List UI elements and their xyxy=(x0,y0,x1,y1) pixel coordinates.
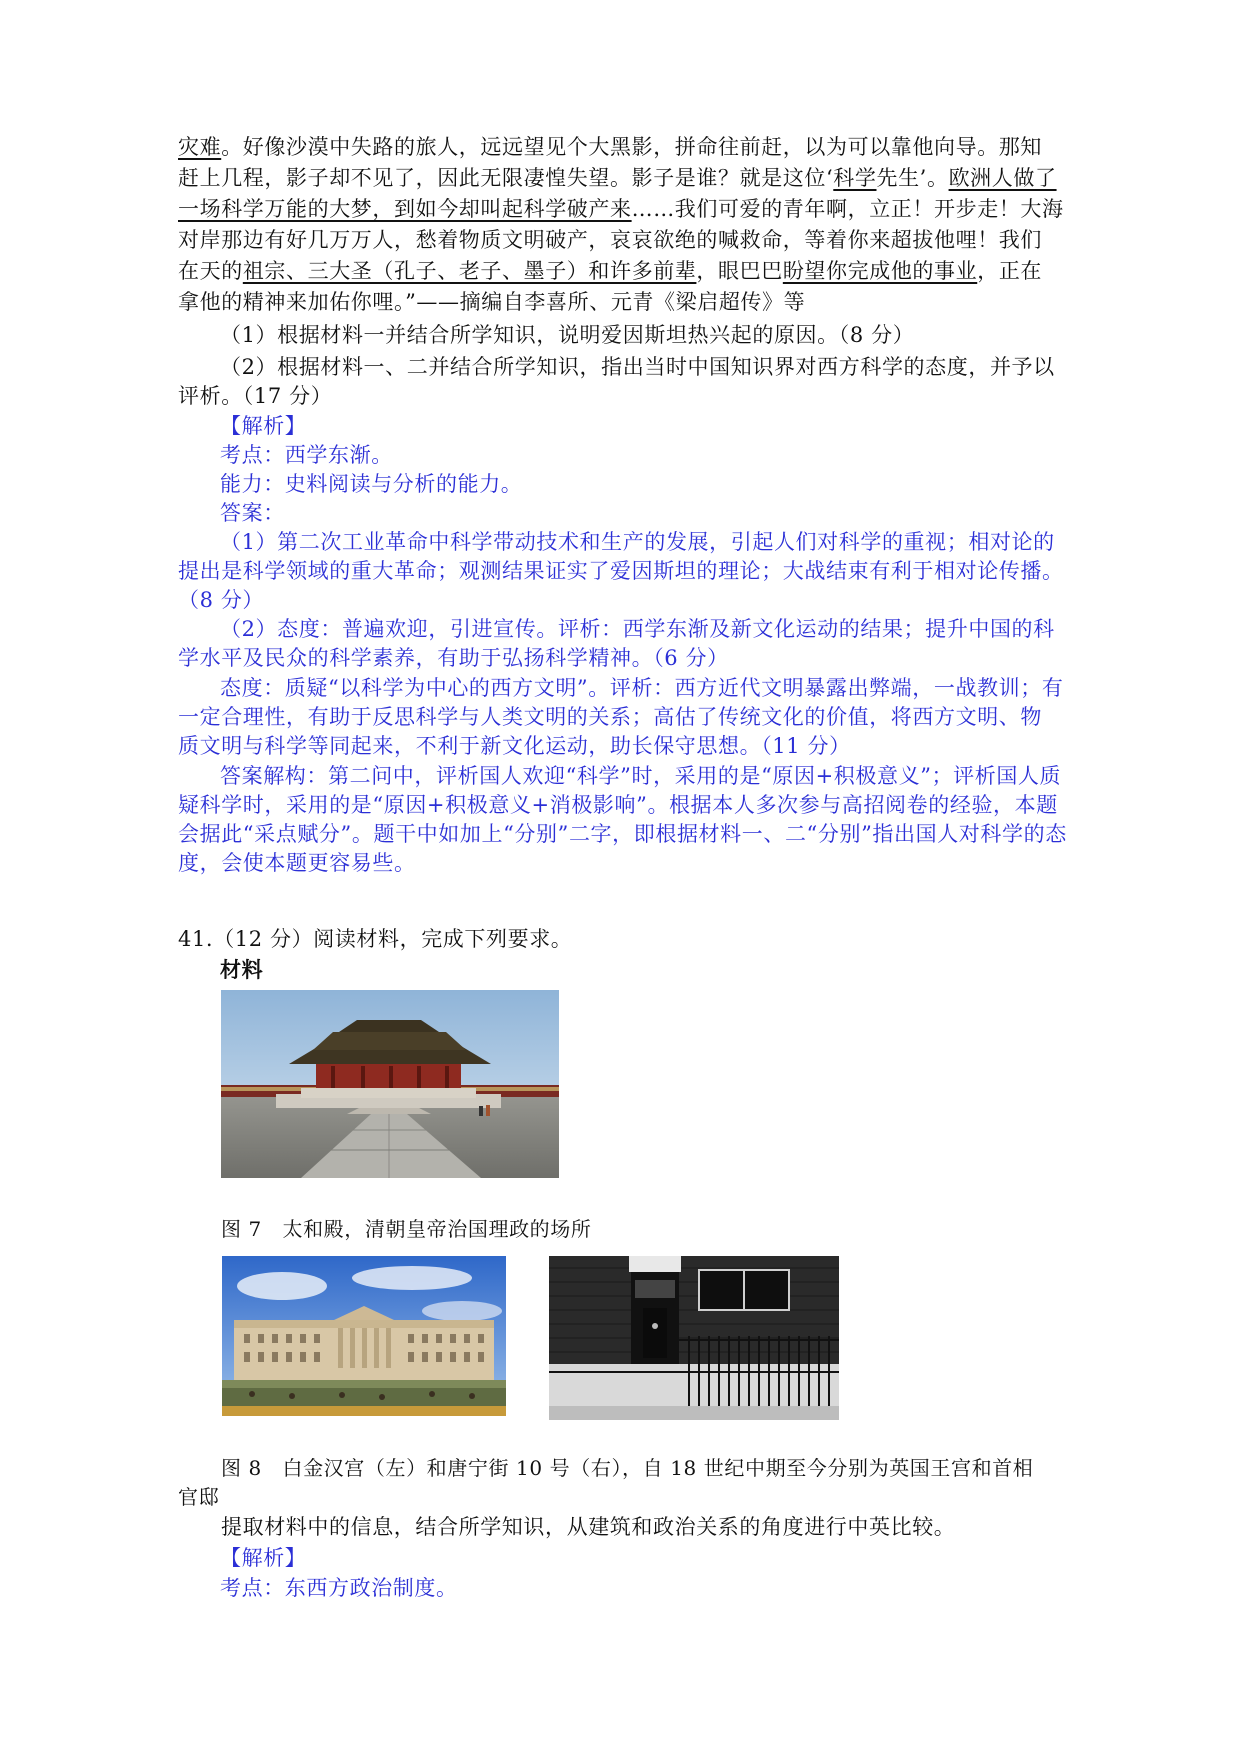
passage-text: 先生’。 xyxy=(876,166,949,190)
passage-text: 赶上几程，影子却不见了，因此无限凄惶失望。影子是谁？就是这位‘ xyxy=(178,166,834,190)
underlined-text: 灾难 xyxy=(178,135,222,159)
answer-structure-line-1: 答案解构：第二问中，评析国人欢迎“科学”时，采用的是“原因+积极意义”；评析国人质 xyxy=(220,764,1062,788)
passage-line-2 xyxy=(178,164,1078,193)
question-41: 41.（12 分）阅读材料，完成下列要求。 xyxy=(178,927,573,951)
answer-structure-line-3: 会据此“采点赋分”。题干中如加上“分别”二字，即根据材料一、二“分别”指出国人对科学的态 xyxy=(178,822,1067,846)
passage-text: 在天的 xyxy=(178,259,243,283)
analysis-2-exam-point: 考点：东西方政治制度。 xyxy=(220,1576,458,1600)
passage-line-6 xyxy=(178,288,1078,317)
exam-point: 考点：西学东渐。 xyxy=(220,443,393,467)
analysis-header: 【解析】 xyxy=(220,414,307,438)
figure-8-caption-line-1: 图 8 白金汉宫（左）和唐宁街 10 号（右），自 18 世纪中期至今分别为英国王宫和首相 xyxy=(221,1456,1034,1480)
analysis-2-header: 【解析】 xyxy=(220,1546,307,1570)
passage-text: ，眼巴巴 xyxy=(696,259,783,283)
answer-1-line-2: 提出是科学领域的重大革命；观测结果证实了爱因斯坦的理论；大战结束有利于相对论传播。 xyxy=(178,559,1064,583)
underlined-text: 欧洲人做了 xyxy=(948,166,1057,190)
downing-street-illustration xyxy=(549,1256,839,1420)
question-2: （2）根据材料一、二并结合所学知识，指出当时中国知识界对西方科学的态度，并予以 xyxy=(220,355,1055,379)
passage-line-3 xyxy=(178,195,1078,224)
underlined-text: 科学 xyxy=(833,166,877,190)
figure-8-caption-line-2: 官邸 xyxy=(178,1485,220,1509)
passage-text: ……我们可爱的青年啊，立正！开步走！大海 xyxy=(631,197,1064,221)
answer-3-line-3: 质文明与科学等同起来，不利于新文化运动，助长保守思想。（11 分） xyxy=(178,734,851,758)
answer-label: 答案： xyxy=(220,501,285,525)
buckingham-palace-photo xyxy=(222,1256,506,1416)
answer-1-line-3: （8 分） xyxy=(178,588,265,612)
passage-text: ，正在 xyxy=(977,259,1043,283)
passage-text: 对岸那边有好几万万人，愁着物质文明破产，哀哀欲绝的喊救命，等着你来超拔他哩！我们 xyxy=(178,228,1042,252)
question-1: （1）根据材料一并结合所学知识，说明爱因斯坦热兴起的原因。（8 分） xyxy=(220,323,915,347)
passage-text: 拿他的精神来加佑你哩。”——摘编自李喜所、元青《梁启超传》等 xyxy=(178,290,806,314)
question-41-instruction: 提取材料中的信息，结合所学知识，从建筑和政治关系的角度进行中英比较。 xyxy=(221,1515,956,1539)
taihe-hall-illustration xyxy=(221,990,559,1178)
answer-1-line-1: （1）第二次工业革命中科学带动技术和生产的发展，引起人们对科学的重视；相对论的 xyxy=(220,530,1055,554)
buckingham-palace-illustration xyxy=(222,1256,506,1416)
answer-3-line-1: 态度：质疑“以科学为中心的西方文明”。评析：西方近代文明暴露出弊端，一战教训；有 xyxy=(220,676,1064,700)
figure-7-caption: 图 7 太和殿，清朝皇帝治国理政的场所 xyxy=(221,1217,592,1241)
underlined-text: 祖宗、三大圣（孔子、老子、墨子）和许多前辈 xyxy=(242,259,697,283)
downing-street-photo xyxy=(549,1256,839,1420)
answer-structure-line-2: 疑科学时，采用的是“原因+积极意义+消极影响”。根据本人多次参与高招阅卷的经验，本题 xyxy=(178,793,1058,817)
passage-line-4 xyxy=(178,226,1078,255)
passage-line-5 xyxy=(178,257,1078,286)
underlined-text: 一场科学万能的大梦，到如今却叫起科学破产来 xyxy=(178,197,632,221)
underlined-text: 盼望你完成他的事业 xyxy=(782,259,978,283)
answer-2-line-1: （2）态度：普遍欢迎，引进宣传。评析：西学东渐及新文化运动的结果；提升中国的科 xyxy=(220,617,1055,641)
material-label: 材料 xyxy=(220,957,264,982)
passage-line-1 xyxy=(178,133,1078,162)
taihe-hall-photo xyxy=(221,990,559,1178)
answer-2-line-2: 学水平及民众的科学素养，有助于弘扬科学精神。（6 分） xyxy=(178,646,729,670)
answer-3-line-2: 一定合理性，有助于反思科学与人类文明的关系；高估了传统文化的价值，将西方文明、物 xyxy=(178,705,1042,729)
ability: 能力：史料阅读与分析的能力。 xyxy=(220,472,523,496)
passage-text: 。好像沙漠中失路的旅人，远远望见个大黑影，拼命往前赶，以为可以靠他向导。那知 xyxy=(221,135,1042,159)
answer-structure-line-4: 度，会使本题更容易些。 xyxy=(178,851,416,875)
question-2-cont: 评析。（17 分） xyxy=(178,384,333,408)
